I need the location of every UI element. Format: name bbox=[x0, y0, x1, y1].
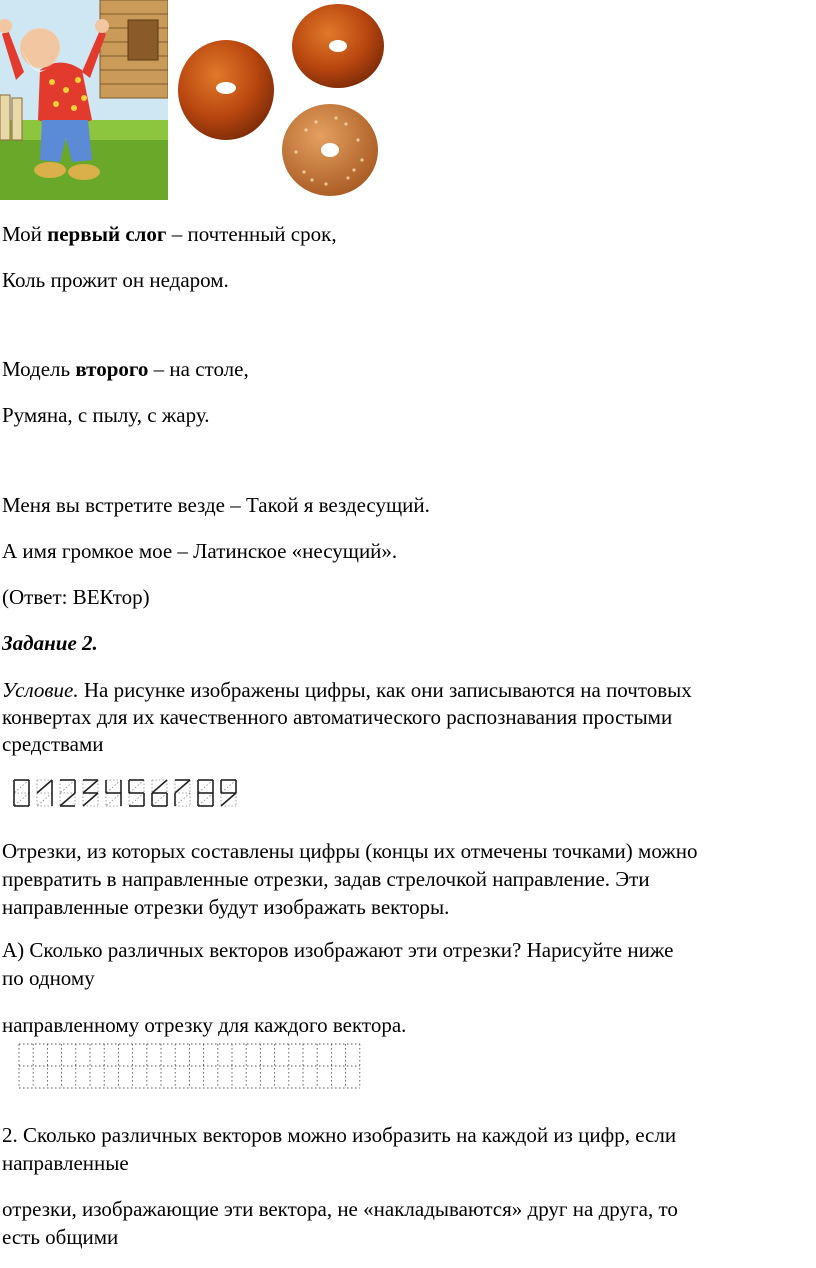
bagel-top bbox=[292, 4, 384, 88]
riddle-line-3-pre: Модель bbox=[2, 357, 76, 381]
riddle-line-3 bbox=[2, 356, 249, 382]
task2-heading: Задание 2. bbox=[2, 631, 98, 655]
bagel-left bbox=[178, 40, 274, 140]
question-a-line-3: направленному отрезку для каждого вектора. bbox=[2, 1013, 407, 1037]
postal-digits-figure bbox=[10, 776, 245, 812]
digit-9 bbox=[221, 780, 236, 806]
digit-7 bbox=[175, 780, 190, 806]
old-man-illustration bbox=[0, 0, 168, 200]
condition-line-3: средствами bbox=[2, 732, 104, 756]
riddle-line-1 bbox=[2, 221, 337, 247]
para1-line-1: Отрезки, из которых составлены цифры (концы их отмечены точками) можно bbox=[2, 839, 698, 863]
condition-line-2: конвертах для их качественного автоматического распознавания простыми bbox=[2, 705, 673, 729]
question-2-line-3: отрезки, изображающие эти вектора, не «накладываются» друг на друга, то bbox=[2, 1197, 678, 1221]
digit-5 bbox=[129, 780, 144, 806]
riddle-answer: (Ответ: ВЕКтор) bbox=[2, 585, 150, 609]
digit-8 bbox=[198, 780, 213, 806]
riddle-line-4: Румяна, с пылу, с жару. bbox=[2, 403, 210, 427]
condition-text-1: На рисунке изображены цифры, как они записываются на почтовых bbox=[78, 678, 692, 702]
bagels-illustration bbox=[176, 0, 388, 200]
question-2-line-2: направленные bbox=[2, 1151, 129, 1175]
digit-3 bbox=[83, 780, 98, 806]
digit-0 bbox=[14, 780, 29, 806]
bagel-sesame bbox=[282, 104, 378, 196]
digit-6 bbox=[152, 780, 167, 806]
riddle-line-6: А имя громкое мое – Латинское «несущий». bbox=[2, 539, 398, 563]
riddle-line-3-bold: второго bbox=[75, 357, 149, 381]
condition-label: Условие. bbox=[2, 678, 79, 702]
riddle-line-2: Коль прожит он недаром. bbox=[2, 268, 229, 292]
para1-line-3: направленные отрезки будут изображать векторы. bbox=[2, 895, 450, 919]
para1-line-2: превратить в направленные отрезки, задав стрелочкой направление. Эти bbox=[2, 867, 650, 891]
riddle-line-1-bold: первый слог bbox=[47, 222, 167, 246]
digit-4 bbox=[106, 780, 121, 806]
digit-1 bbox=[37, 780, 52, 806]
digit-2 bbox=[60, 780, 75, 806]
riddle-line-3-post: – на столе, bbox=[148, 357, 249, 381]
dotted-grid bbox=[16, 1040, 372, 1094]
condition-line-1 bbox=[2, 677, 692, 703]
riddle-line-5: Меня вы встретите везде – Такой я вездесущий. bbox=[2, 493, 430, 517]
question-a-line-1: А) Сколько различных векторов изображают эти отрезки? Нарисуйте ниже bbox=[2, 938, 674, 962]
question-2-line-1: 2. Сколько различных векторов можно изобразить на каждой из цифр, если bbox=[2, 1123, 677, 1147]
riddle-line-1-post: – почтенный срок, bbox=[166, 222, 337, 246]
riddle-line-1-pre: Мой bbox=[2, 222, 48, 246]
question-a-line-2: по одному bbox=[2, 966, 95, 990]
question-2-line-4: есть общими bbox=[2, 1225, 119, 1249]
